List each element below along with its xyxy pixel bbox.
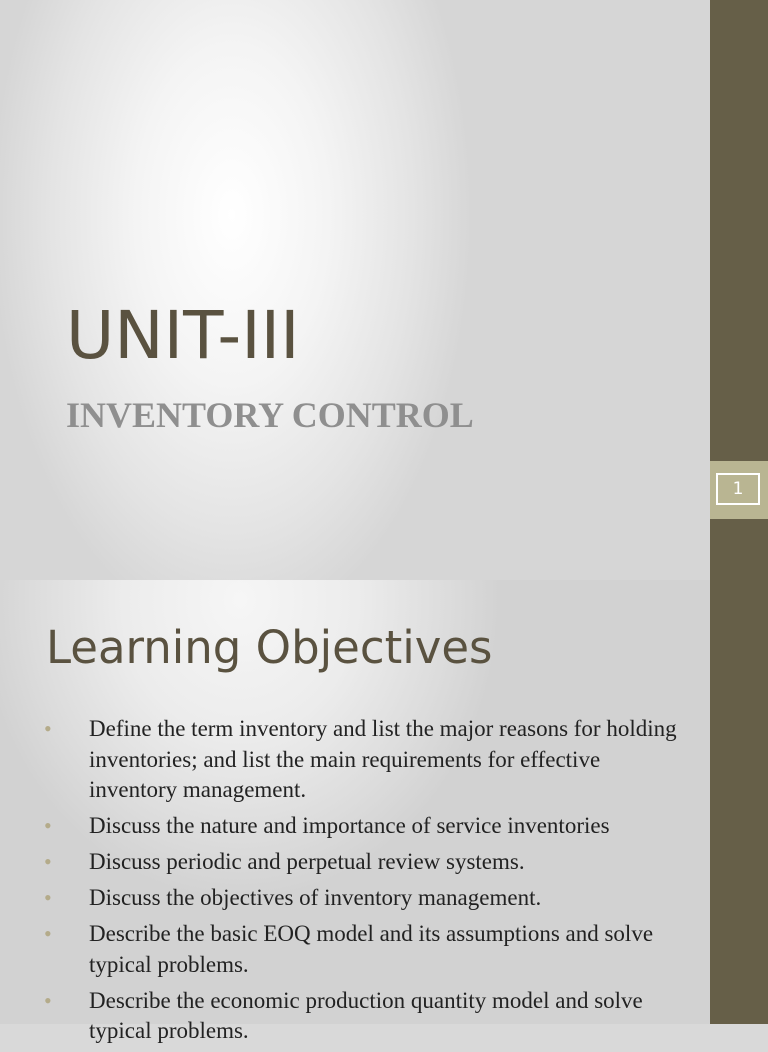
page-number: 1 [716,473,760,505]
objective-item [40,986,680,1047]
bullet-icon: • [44,921,52,946]
slide-2 [0,580,768,1043]
objective-text: Describe the basic EOQ model and its assumptions and solve typical problems. [89,921,654,977]
objective-item [40,919,680,980]
objectives-list [40,714,680,1052]
slide-title: UNIT-III [66,297,300,374]
slide-subtitle: INVENTORY CONTROL [66,395,474,435]
objective-text: Discuss the objectives of inventory management. [89,885,542,910]
objective-item [40,811,680,842]
slide-side-bar [710,580,768,1024]
bullet-icon: • [44,849,52,874]
bullet-icon: • [44,813,52,838]
objectives-title: Learning Objectives [46,621,493,674]
objective-item [40,714,680,806]
bullet-icon: • [44,885,52,910]
objective-text: Define the term inventory and list the major reasons for holding inventories; and list the main requirements for effective inventory management. [89,716,677,802]
objective-item [40,883,680,914]
objective-item [40,847,680,878]
objective-text: Discuss periodic and perpetual review systems. [89,849,525,874]
objective-text: Describe the economic production quantity model and solve typical problems. [89,987,643,1043]
bullet-icon: • [44,987,52,1013]
bullet-icon: • [44,716,52,741]
objective-text: Discuss the nature and importance of service inventories [89,813,610,838]
